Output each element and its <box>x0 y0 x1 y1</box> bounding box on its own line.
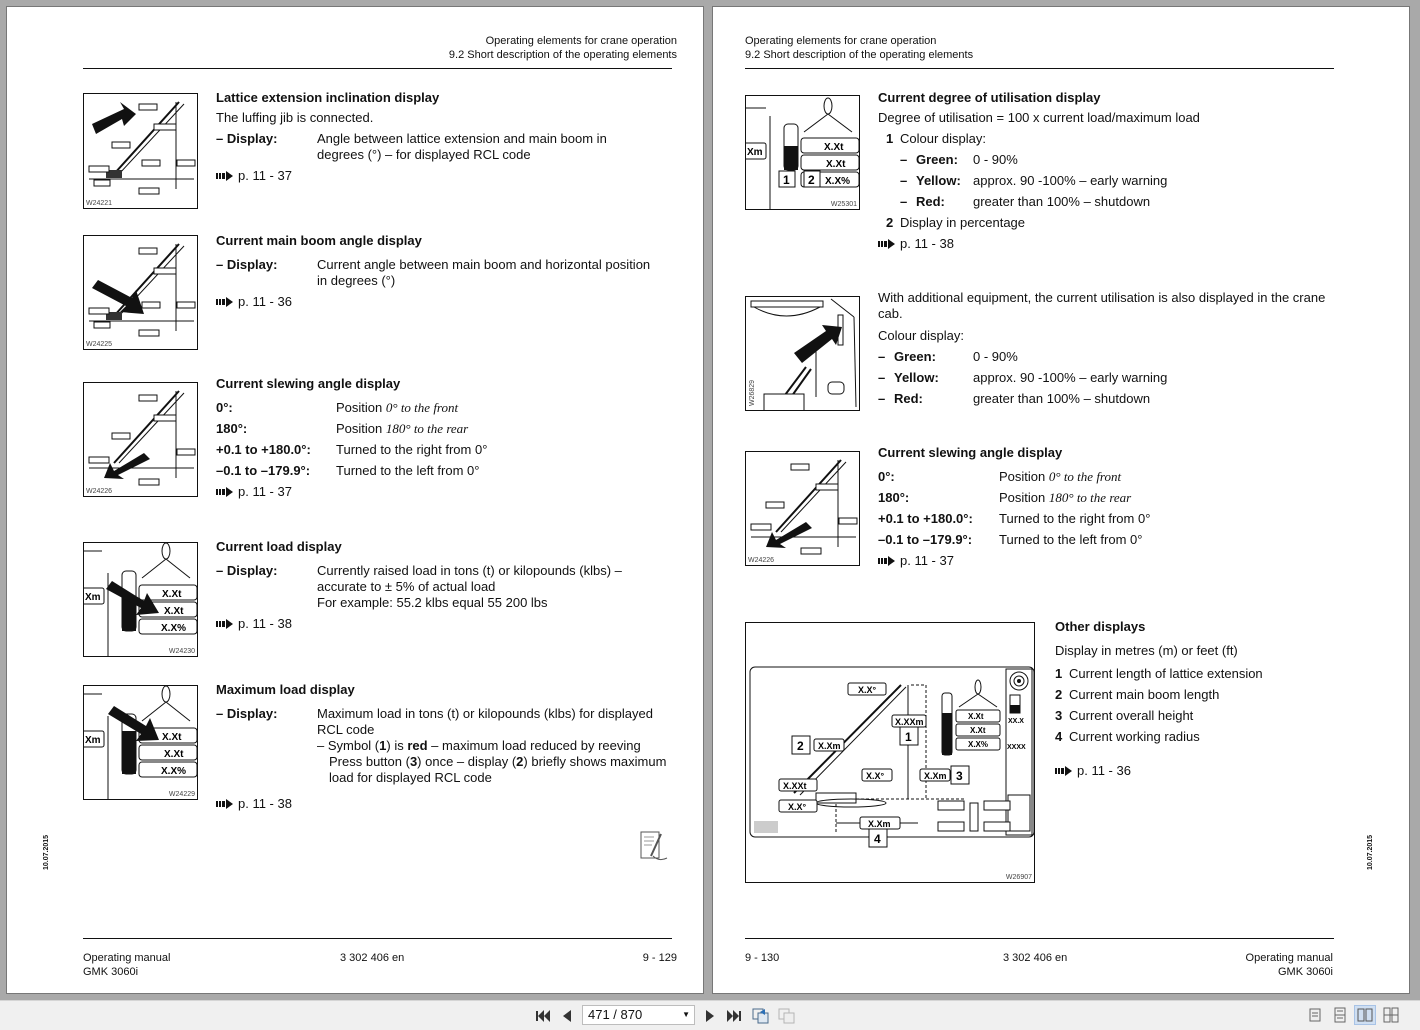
boom-diagram-icon <box>84 236 198 350</box>
figure-code: W24226 <box>748 557 775 564</box>
section-slewing-angle <box>878 445 1328 569</box>
page-reference[interactable] <box>216 484 666 500</box>
svg-text:X.Xt: X.Xt <box>824 142 844 153</box>
reference-arrow-icon <box>216 799 233 809</box>
first-page-icon <box>536 1010 550 1022</box>
svg-text:X.Xm: X.Xm <box>868 819 891 829</box>
reeving-note: – Symbol (1) is red – maximum load reduced by reeving Press button (3) once – display (2) briefly shows maximum load for displayed RCL code <box>317 738 667 785</box>
reference-text[interactable]: p. 11 - 37 <box>238 484 292 499</box>
reference-arrow-icon <box>216 297 233 307</box>
figure-code: W24229 <box>168 791 195 798</box>
header-chapter: Operating elements for crane operation <box>485 35 677 47</box>
section-utilisation: Current degree of utilisation display Degree of utilisation = 100 x current load/maximum load 1 Colour display: – Green: 0 - 90% – Yellow: approx. 90 -100% – early warning – Red: greater than 100% – shutdown 2 Display in percentage p. 11 - 38 <box>878 90 1328 252</box>
header-chapter: Operating elements for crane operation <box>745 35 937 47</box>
page-header <box>449 34 677 62</box>
svg-text:2: 2 <box>797 739 804 753</box>
header-section: 9.2 Short description of the operating elements <box>448 49 677 61</box>
figure-code: W26907 <box>1005 874 1032 881</box>
colour-label-red: Red: <box>894 391 923 406</box>
item-text: Current overall height <box>1069 708 1194 723</box>
section-other-displays <box>1055 619 1345 779</box>
continuous-facing-icon <box>1383 1007 1399 1023</box>
slew-label: 180°: <box>878 490 910 505</box>
figure-crane-cab <box>745 296 860 411</box>
svg-text:X.XXt: X.XXt <box>783 781 807 791</box>
display-text: Maximum load in tons (t) or kilopounds (klbs) for displayed RCL code – Symbol (1) is red – maximum load reduced by reeving Press button (3) once – display (2) briefly shows maximum load for displayed RCL code <box>317 706 667 785</box>
svg-text:3: 3 <box>956 769 963 783</box>
notes-icon <box>639 830 673 864</box>
figure-slewing-angle <box>745 451 860 566</box>
footer-rule <box>745 938 1334 939</box>
last-page-button[interactable] <box>726 1007 742 1025</box>
display-label: – Display: <box>216 131 278 146</box>
slew-label: –0.1 to –179.9°: <box>216 463 311 478</box>
colour-range: approx. 90 -100% – early warning <box>973 370 1168 385</box>
viewer-toolbar <box>0 1000 1420 1030</box>
section-title: Current degree of utilisation display <box>878 90 1101 105</box>
colour-label-yellow: Yellow: <box>916 173 961 188</box>
header-rule <box>745 68 1334 69</box>
section-title: Other displays <box>1055 619 1146 634</box>
item-number: 4 <box>1055 729 1063 744</box>
colour-label-red: Red: <box>916 194 945 209</box>
svg-text:Xm: Xm <box>747 147 763 158</box>
section-title: Maximum load display <box>216 682 355 697</box>
section-title: Current main boom angle display <box>216 233 422 248</box>
item-text: Current main boom length <box>1069 687 1220 702</box>
svg-text:X.X%: X.X% <box>161 623 187 634</box>
page-number-input[interactable] <box>582 1005 695 1025</box>
page-reference[interactable] <box>1055 763 1345 779</box>
svg-text:X.X°: X.X° <box>788 802 807 812</box>
page-header <box>745 34 973 62</box>
figure-code: W24225 <box>86 341 113 348</box>
previous-page-icon <box>563 1010 571 1022</box>
section-subtitle: Display in metres (m) or feet (ft) <box>1055 643 1238 658</box>
svg-text:X.Xt: X.Xt <box>162 732 182 743</box>
reference-text[interactable]: p. 11 - 36 <box>238 294 292 309</box>
svg-text:Xm: Xm <box>85 735 101 746</box>
section-lattice-inclination <box>216 90 666 184</box>
page-reference[interactable] <box>216 616 666 632</box>
svg-text:1: 1 <box>783 173 790 187</box>
svg-text:X.XXm: X.XXm <box>895 717 924 727</box>
reference-text[interactable]: p. 11 - 38 <box>238 796 292 811</box>
previous-page-button[interactable] <box>561 1007 573 1025</box>
load-display-icon <box>84 543 198 657</box>
svg-text:2: 2 <box>808 173 815 187</box>
facing-pages-icon <box>1357 1008 1373 1022</box>
colour-label-green: Green: <box>894 349 936 364</box>
figure-code: W24226 <box>86 488 113 495</box>
footer-left: Operating manual GMK 3060i <box>83 952 171 978</box>
reference-arrow-icon <box>1055 766 1072 776</box>
slew-value: Turned to the left from 0° <box>999 532 1143 547</box>
slew-label: +0.1 to +180.0°: <box>878 511 973 526</box>
svg-text:1: 1 <box>905 730 912 744</box>
figure-maximum-load <box>83 685 198 800</box>
colour-label-yellow: Yellow: <box>894 370 939 385</box>
item-text: Display in percentage <box>900 215 1026 230</box>
slew-label: 0°: <box>878 469 895 484</box>
footer-page-number: 9 - 130 <box>745 952 780 964</box>
reference-arrow-icon <box>216 619 233 629</box>
item-text: Current length of lattice extension <box>1069 666 1263 681</box>
colour-label-green: Green: <box>916 152 958 167</box>
colour-range: greater than 100% – shutdown <box>973 194 1151 209</box>
utilisation-formula: Degree of utilisation = 100 x current load/maximum load <box>878 110 1200 125</box>
figure-code: W25301 <box>830 201 857 208</box>
page-left <box>6 6 704 994</box>
colour-range: greater than 100% – shutdown <box>973 391 1151 406</box>
svg-text:X.Xt: X.Xt <box>968 712 984 721</box>
slew-label: 0°: <box>216 400 233 415</box>
footer-right: Operating manual GMK 3060i <box>1245 952 1333 978</box>
figure-code: W24230 <box>168 648 195 655</box>
section-title: Current slewing angle display <box>216 376 401 391</box>
page-reference[interactable] <box>878 553 1328 569</box>
colour-display-label: Colour display: <box>878 328 964 343</box>
slew-value: Position 0° to the front <box>336 400 459 415</box>
section-maximum-load <box>216 682 671 812</box>
boom-diagram-icon <box>84 94 198 209</box>
last-page-icon <box>727 1010 741 1022</box>
header-rule <box>83 68 672 69</box>
figure-lattice-inclination <box>83 93 198 209</box>
display-text: Currently raised load in tons (t) or kilopounds (klbs) – accurate to ± 5% of actual load For example: 55.2 klbs equal 55 200 lbs <box>317 563 622 610</box>
svg-text:X.Xt: X.Xt <box>164 606 184 617</box>
item-number: 1 <box>1055 666 1063 681</box>
cab-description: With additional equipment, the current utilisation is also displayed in the crane cab. <box>878 290 1326 321</box>
next-page-icon <box>706 1010 714 1022</box>
item-number: 1 <box>886 131 894 146</box>
svg-text:XXXX: XXXX <box>1007 744 1026 751</box>
reference-arrow-icon <box>878 556 895 566</box>
go-forward-view-button[interactable] <box>777 1007 797 1025</box>
reference-text[interactable]: p. 11 - 36 <box>1077 763 1131 778</box>
svg-text:X.Xt: X.Xt <box>164 749 184 760</box>
figure-code: W26829 <box>749 379 756 406</box>
reference-text[interactable]: p. 11 - 37 <box>238 168 292 183</box>
section-title: Current load display <box>216 539 342 554</box>
display-label: – Display: <box>216 563 278 578</box>
svg-text:X.X%: X.X% <box>825 176 851 187</box>
figure-main-boom-angle <box>83 235 198 350</box>
section-intro: The luffing jib is connected. <box>216 110 374 125</box>
page-reference[interactable] <box>216 168 666 184</box>
figure-slewing-angle <box>83 382 198 497</box>
page-dropdown-chevron-icon[interactable]: ▼ <box>682 1010 690 1019</box>
footer-page-number: 9 - 129 <box>642 952 677 964</box>
continuous-facing-view-button[interactable] <box>1380 1005 1402 1025</box>
reference-text[interactable]: p. 11 - 37 <box>900 553 954 568</box>
figure-rcl-screen <box>745 622 1035 883</box>
slew-label: +0.1 to +180.0°: <box>216 442 311 457</box>
svg-text:4: 4 <box>874 832 881 846</box>
svg-text:X.Xm: X.Xm <box>818 741 841 751</box>
slew-label: –0.1 to –179.9°: <box>878 532 973 547</box>
continuous-view-button[interactable] <box>1329 1005 1351 1025</box>
item-number: 3 <box>1055 708 1063 723</box>
reference-text[interactable]: p. 11 - 38 <box>900 236 954 251</box>
next-page-button[interactable] <box>704 1007 716 1025</box>
first-page-button[interactable] <box>535 1007 551 1025</box>
side-date: 10.07.2015 <box>1367 834 1374 870</box>
display-label: – Display: <box>216 706 278 721</box>
section-slewing-angle <box>216 376 666 500</box>
colour-range: 0 - 90% <box>973 152 1018 167</box>
load-display-icon <box>84 686 198 800</box>
svg-text:X.X%: X.X% <box>968 740 989 749</box>
slew-value: Position 0° to the front <box>999 469 1122 484</box>
svg-text:X.Xm: X.Xm <box>924 771 947 781</box>
footer-rule <box>83 938 672 939</box>
utilisation-display-icon <box>746 96 860 210</box>
reference-arrow-icon <box>878 239 895 249</box>
side-date: 10.07.2015 <box>43 834 50 870</box>
svg-text:XX.X: XX.X <box>1008 718 1024 725</box>
single-page-view-button[interactable] <box>1304 1005 1326 1025</box>
reference-arrow-icon <box>216 487 233 497</box>
figure-utilisation <box>745 95 860 210</box>
reference-text[interactable]: p. 11 - 38 <box>238 616 292 631</box>
boom-diagram-icon <box>746 452 860 566</box>
item-number: 2 <box>1055 687 1063 702</box>
item-text: Current working radius <box>1069 729 1200 744</box>
slew-label: 180°: <box>216 421 248 436</box>
svg-text:X.X°: X.X° <box>866 771 885 781</box>
rcl-screen-diagram-icon <box>746 623 1035 883</box>
slew-value: Turned to the right from 0° <box>336 442 488 457</box>
slew-value: Turned to the left from 0° <box>336 463 480 478</box>
colour-range: 0 - 90% <box>973 349 1018 364</box>
figure-current-load <box>83 542 198 657</box>
page-reference[interactable] <box>216 796 671 812</box>
display-label: – Display: <box>216 257 278 272</box>
section-title: Current slewing angle display <box>878 445 1063 460</box>
footer-doc-number: 3 302 406 en <box>1003 952 1068 964</box>
section-title: Lattice extension inclination display <box>216 90 440 105</box>
reference-arrow-icon <box>216 171 233 181</box>
section-main-boom-angle <box>216 233 666 310</box>
page-reference[interactable] <box>878 236 1328 252</box>
svg-text:X.X°: X.X° <box>858 685 877 695</box>
colour-range: approx. 90 -100% – early warning <box>973 173 1168 188</box>
display-text: Current angle between main boom and horizontal position in degrees (°) <box>317 257 651 288</box>
svg-text:X.Xt: X.Xt <box>162 589 182 600</box>
continuous-page-icon <box>1334 1007 1346 1023</box>
item-text: Colour display: <box>900 131 986 146</box>
item-number: 2 <box>886 215 894 230</box>
svg-text:X.X%: X.X% <box>161 766 187 777</box>
single-page-icon <box>1309 1008 1321 1022</box>
section-cab-display: With additional equipment, the current utilisation is also displayed in the crane cab. Colour display: – Green: 0 - 90% – Yellow: approx. 90 -100% – early warning – Red: greater than 100% – shutdown <box>878 290 1333 412</box>
svg-text:Xm: Xm <box>85 592 101 603</box>
svg-text:X.Xt: X.Xt <box>970 726 986 735</box>
header-section: 9.2 Short description of the operating elements <box>745 49 974 61</box>
page-reference[interactable] <box>216 294 666 310</box>
page-right <box>712 6 1410 994</box>
slew-value: Position 180° to the rear <box>999 490 1132 505</box>
footer-doc-number: 3 302 406 en <box>340 952 405 964</box>
boom-diagram-icon <box>84 383 198 497</box>
crane-cab-icon <box>746 297 860 411</box>
slew-value: Position 180° to the rear <box>336 421 469 436</box>
back-view-icon <box>752 1008 770 1024</box>
go-back-view-button[interactable] <box>751 1007 771 1025</box>
figure-code: W24221 <box>86 200 113 207</box>
facing-pages-view-button[interactable] <box>1354 1005 1376 1025</box>
svg-text:X.Xt: X.Xt <box>826 159 846 170</box>
page-number-value[interactable]: 471 / 870 <box>588 1007 643 1022</box>
slew-value: Turned to the right from 0° <box>999 511 1151 526</box>
display-text: Angle between lattice extension and main boom in degrees (°) – for displayed RCL code <box>317 131 607 162</box>
forward-view-icon <box>778 1008 796 1024</box>
section-current-load <box>216 539 666 632</box>
